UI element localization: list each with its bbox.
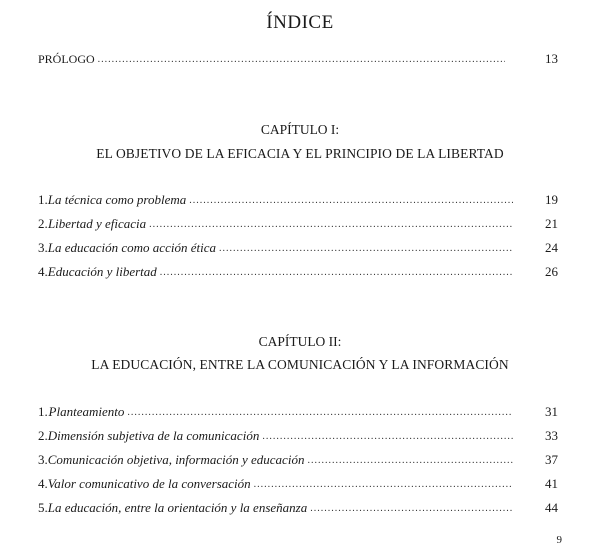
- leader-dots: [310, 498, 513, 518]
- leader-dots: [189, 190, 513, 210]
- toc-entry: [38, 499, 516, 517]
- toc-entry-page: 24: [545, 240, 558, 255]
- toc-entry-number: 1.: [38, 404, 48, 419]
- toc-entry-number: 2.: [38, 428, 48, 443]
- toc-entry-label: Dimensión subjetiva de la comunicación: [47, 428, 260, 443]
- toc-entry-label: La educación como acción ética: [47, 240, 216, 255]
- toc-entry-page: 19: [545, 192, 558, 207]
- leader-dots: [219, 238, 513, 258]
- toc-entry-label: La educación, entre la orientación y la enseñanza: [47, 500, 308, 515]
- leader-dots: [127, 402, 513, 422]
- toc-entry-page: 31: [545, 404, 558, 419]
- toc-entry: [38, 191, 516, 209]
- toc-entry-number: 2.: [38, 216, 48, 231]
- leader-dots: [98, 49, 505, 69]
- leader-dots: [254, 474, 513, 494]
- toc-entry-label: Comunicación objetiva, información y educación: [47, 452, 305, 467]
- toc-entry: [38, 427, 516, 445]
- toc-entry-label: Libertad y eficacia: [47, 216, 147, 231]
- toc-entry: [38, 451, 516, 469]
- toc-entry-number: 1.: [38, 192, 48, 207]
- page-title: ÍNDICE: [266, 12, 334, 33]
- leader-dots: [262, 426, 513, 446]
- toc-entry-label: Planteamiento: [48, 404, 125, 419]
- toc-entry-page: 26: [545, 264, 558, 279]
- leader-dots: [149, 214, 513, 234]
- chapter-title: EL OBJETIVO DE LA EFICACIA Y EL PRINCIPIO DE LA LIBERTAD: [96, 146, 504, 161]
- toc-entry-page: 37: [545, 452, 558, 467]
- toc-entry-page: 33: [545, 428, 558, 443]
- toc-entry: [38, 403, 516, 421]
- chapter-heading: CAPÍTULO II:: [258, 334, 342, 349]
- chapter-title: LA EDUCACIÓN, ENTRE LA COMUNICACIÓN Y LA INFORMACIÓN: [91, 357, 509, 372]
- toc-entry: [38, 263, 516, 281]
- toc-entry: [38, 215, 516, 233]
- chapter-heading: CAPÍTULO I:: [260, 122, 340, 137]
- toc-entry-number: 4.: [38, 476, 48, 491]
- page-folio: 9: [556, 534, 562, 546]
- toc-entry-prologue: [38, 50, 508, 68]
- toc-entry-label: Valor comunicativo de la conversación: [47, 476, 251, 491]
- toc-entry-number: 3.: [38, 452, 48, 467]
- toc-entry-label: Educación y libertad: [47, 264, 157, 279]
- toc-entry-label: La técnica como problema: [47, 192, 187, 207]
- toc-entry: [38, 475, 516, 493]
- toc-entry: [38, 239, 516, 257]
- toc-entry-page: 21: [545, 216, 558, 231]
- toc-entry-label: PRÓLOGO: [38, 52, 95, 66]
- leader-dots: [307, 450, 513, 470]
- toc-entry-number: 3.: [38, 240, 48, 255]
- toc-entry-page: 44: [545, 500, 558, 515]
- leader-dots: [160, 262, 513, 282]
- toc-entry-number: 4.: [38, 264, 48, 279]
- toc-entry-number: 5.: [38, 500, 48, 515]
- toc-entry-page: 41: [545, 476, 558, 491]
- toc-entry-page: 13: [545, 51, 558, 66]
